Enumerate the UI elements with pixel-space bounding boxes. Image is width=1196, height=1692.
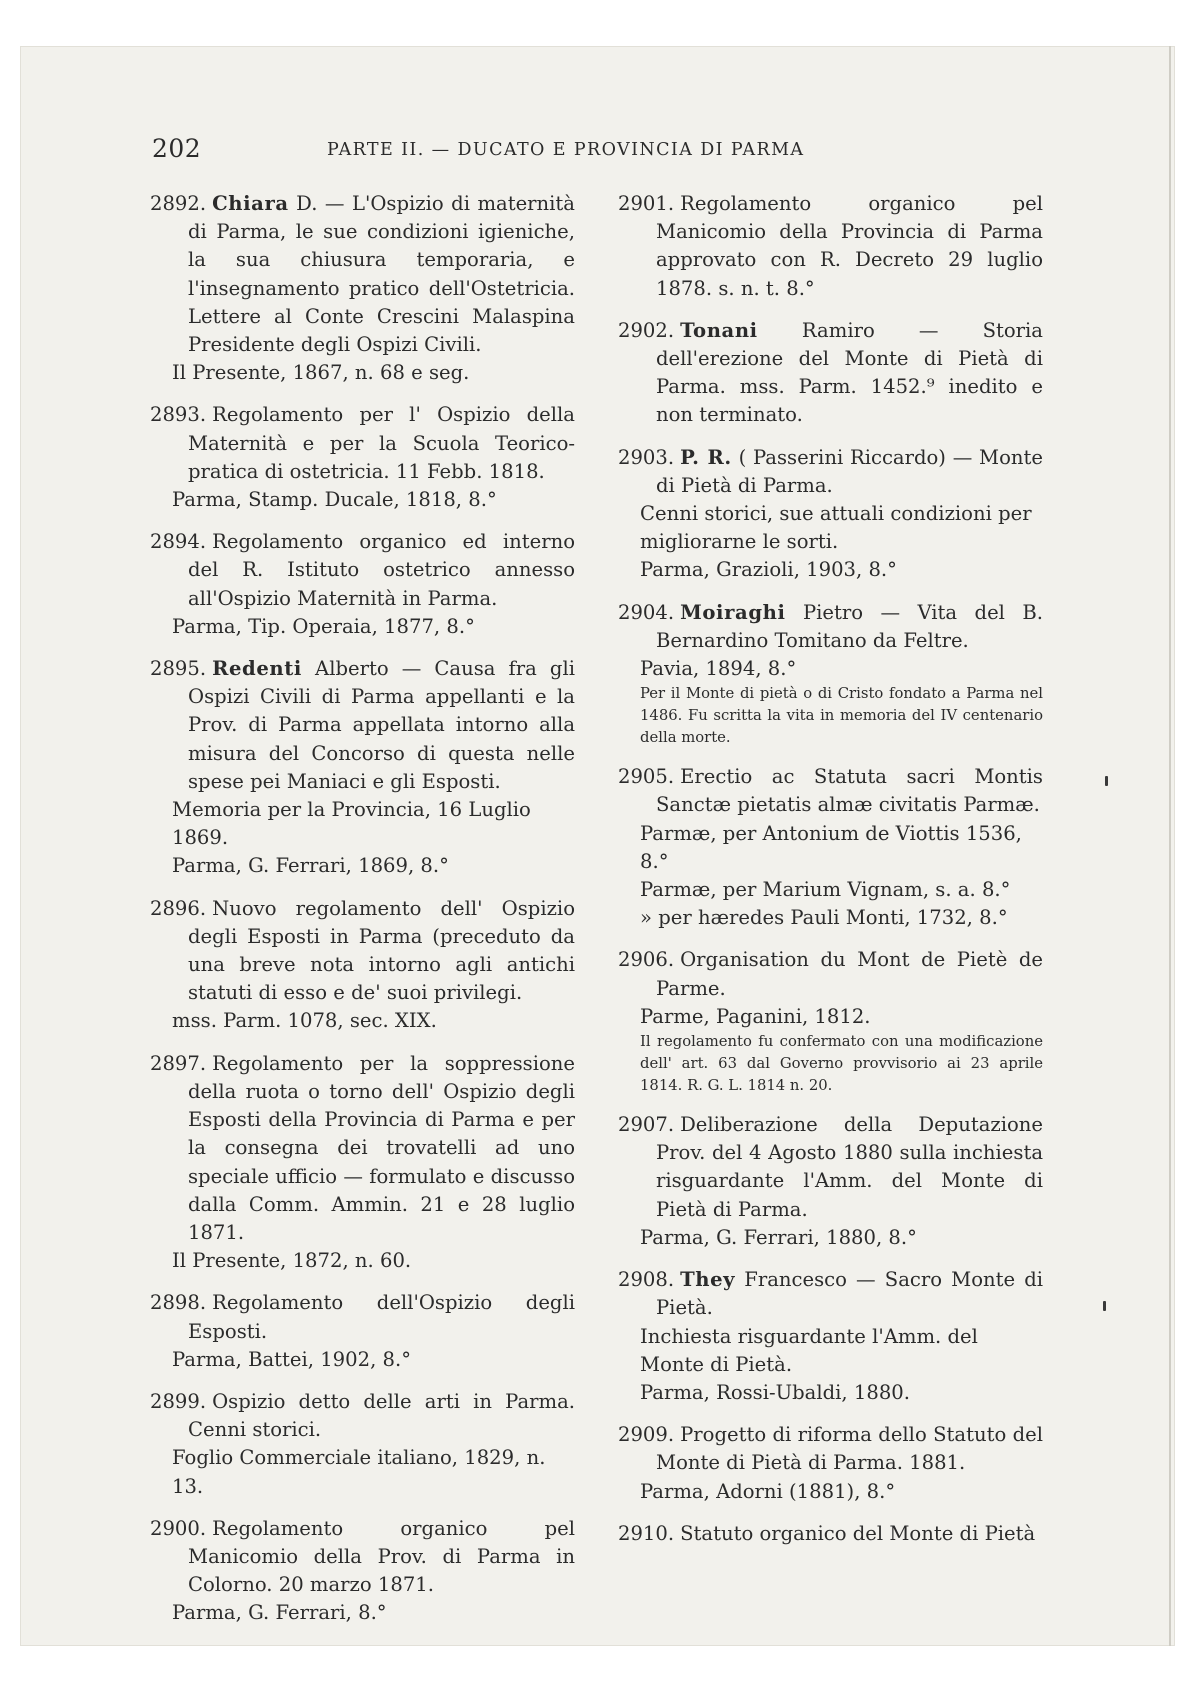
entry-author: Moiraghi [680,600,786,624]
entry-number: 2900. [150,1516,207,1540]
entry-heading [618,1421,1043,1477]
right-column [618,190,1043,1562]
page-number: 202 [152,134,202,163]
bibliography-entry [618,444,1043,585]
entry-author: Redenti [212,657,302,681]
bibliography-entry [150,655,575,881]
entry-heading [150,1289,575,1345]
entry-heading [150,895,575,1008]
entry-number: 2898. [150,1291,207,1315]
entry-heading [618,1520,1043,1548]
entry-title: Regolamento organico pel Manicomio della Provincia di Parma approvato con R. Decreto 29 luglio 1878. s. n. t. 8.° [656,192,1043,300]
entry-number: 2909. [618,1423,675,1447]
entry-number: 2897. [150,1051,207,1075]
entry-imprint: Parma, Battei, 1902, 8.° [172,1347,412,1371]
entry-heading [150,1050,575,1247]
entry-imprint: Parme, Paganini, 1812. [640,1004,871,1028]
entry-heading [618,444,1043,500]
entry-number: 2902. [618,318,675,342]
entry-title: D. — L'Ospizio di maternità di Parma, le sue condizioni igieniche, la sua chiusura temporaria, e l'insegnamento pratico dell'Ostetricia. Lettere al Conte Crescini Malaspina Presidente degli Ospizi Civili. [188,192,575,357]
entry-author: P. R. [680,445,732,469]
bibliography-entry [150,1388,575,1501]
entry-heading [150,1515,575,1600]
entry-heading [150,1388,575,1444]
entry-title: Regolamento dell'Ospizio degli Esposti. [188,1291,575,1343]
bibliography-entry [618,1421,1043,1506]
entry-title: Regolamento organico ed interno del R. Istituto ostetrico annesso all'Ospizio Maternità in Parma. [188,530,575,610]
scan-speck [1105,776,1108,786]
entry-title: Alberto — Causa fra gli Ospizi Civili di Parma appellanti e la Prov. di Parma appellata intorno alla misura del Concorso di questa nelle spese pei Maniaci e gli Esposti. [188,657,575,793]
bibliography-entry [618,317,1043,430]
entry-imprint: Parma, Tip. Operaia, 1877, 8.° [172,614,475,638]
entry-title: Progetto di riforma dello Statuto del Monte di Pietà di Parma. 1881. [656,1423,1043,1475]
scan-speck [1103,1301,1106,1311]
bibliography-entry [150,401,575,514]
entry-imprint: Parma, Adorni (1881), 8.° [640,1479,896,1503]
entry-imprint: Memoria per la Provincia, 16 Luglio 1869. [172,798,531,850]
entry-title: Nuovo regolamento dell' Ospizio degli Esposti in Parma (preceduto da una breve nota intorno agli antichi statuti di esso e de' suoi privilegi. [188,896,575,1005]
entry-imprint: Parma, G. Ferrari, 1869, 8.° [172,854,449,878]
entry-number: 2907. [618,1113,675,1137]
entry-number: 2910. [618,1521,675,1545]
entry-note: Il regolamento fu confermato con una modificazione dell' art. 63 dal Governo provvisorio ai 23 aprile 1814. R. G. L. 1814 n. 20. [640,1033,1043,1095]
entry-imprint: Parma, G. Ferrari, 1880, 8.° [640,1225,917,1249]
entry-heading [150,655,575,796]
entry-heading [618,946,1043,1002]
entry-heading [618,763,1043,819]
bibliography-entry [150,528,575,641]
entry-note: Per il Monte di pietà o di Cristo fondato a Parma nel 1486. Fu scritta la vita in memoria del IV centenario della morte. [640,685,1043,747]
entry-heading [150,528,575,613]
bibliography-entry [618,1266,1043,1407]
entry-number: 2893. [150,403,207,427]
running-title: PARTE II. — DUCATO E PROVINCIA DI PARMA [327,140,805,160]
entry-number: 2894. [150,530,207,554]
bibliography-entry [618,190,1043,303]
bibliography-entry [618,599,1043,750]
entry-title: ( Passerini Riccardo) — Monte di Pietà di Parma. [656,445,1043,497]
entry-number: 2908. [618,1268,675,1292]
entry-title: Regolamento per la soppressione della ruota o torno dell' Ospizio degli Esposti della Provincia di Parma e per la consegna dei trovatelli ad uno speciale ufficio — formulato e discusso dalla Comm. Ammin. 21 e 28 luglio 1871. [188,1051,575,1244]
entry-title: Statuto organico del Monte di Pietà [680,1521,1036,1545]
entry-heading [618,1111,1043,1224]
entry-heading [150,190,575,359]
entry-title: Regolamento organico pel Manicomio della Prov. di Parma in Colorno. 20 marzo 1871. [188,1516,575,1597]
entry-number: 2904. [618,600,675,624]
entry-author: Tonani [680,318,758,342]
entry-title: Organisation du Mont de Pietè de Parme. [656,948,1043,1000]
bibliography-entry [150,1515,575,1628]
entry-imprint: Foglio Commerciale italiano, 1829, n. 13. [172,1446,546,1498]
entry-title: Deliberazione della Deputazione Prov. del 4 Agosto 1880 sulla inchiesta risguardante l'Amm. del Monte di Pietà di Parma. [656,1113,1043,1221]
entry-number: 2905. [618,765,675,789]
left-column [150,190,575,1642]
entry-imprint: Il Presente, 1867, n. 68 e seg. [172,361,470,385]
bibliography-entry [618,763,1043,932]
page-edge-shadow [1169,46,1171,1646]
entry-title: Regolamento per l' Ospizio della Maternità e per la Scuola Teorico-pratica di ostetricia. 11 Febb. 1818. [188,403,575,483]
entry-number: 2903. [618,445,675,469]
bibliography-entry [618,946,1043,1097]
bibliography-entry [150,1289,575,1374]
entry-imprint: Parma, Grazioli, 1903, 8.° [640,558,897,582]
entry-author: They [680,1268,736,1292]
bibliography-entry [618,1111,1043,1252]
entry-number: 2901. [618,192,675,215]
page-header [152,134,1092,174]
entry-number: 2899. [150,1389,207,1413]
entry-number: 2896. [150,896,207,920]
entry-imprint: Parma, G. Ferrari, 8.° [172,1601,387,1625]
entry-heading [618,190,1043,303]
entry-number: 2892. [150,192,207,215]
entry-number: 2906. [618,948,675,972]
entry-title: Francesco — Sacro Monte di Pietà. [656,1268,1043,1320]
entry-imprint: Parmæ, per Antonium de Viottis 1536, 8.° [640,821,1022,873]
entry-heading [618,1266,1043,1322]
entry-imprint: mss. Parm. 1078, sec. XIX. [172,1009,437,1033]
entry-author: Chiara [212,192,289,215]
entry-imprint: Parma, Stamp. Ducale, 1818, 8.° [172,488,497,512]
entry-heading [618,599,1043,655]
entry-number: 2895. [150,657,207,681]
entry-imprint: Cenni storici, sue attuali condizioni per migliorarne le sorti. [640,502,1032,554]
entry-imprint: Inchiesta risguardante l'Amm. del Monte di Pietà. [640,1324,978,1376]
entry-title: Ospizio detto delle arti in Parma. Cenni storici. [188,1389,575,1442]
entry-title: Ramiro — Storia dell'erezione del Monte di Pietà di Parma. mss. Parm. 1452.⁹ inedito e non terminato. [656,318,1043,427]
bibliography-entry [150,190,575,387]
entry-imprint: Il Presente, 1872, n. 60. [172,1249,412,1273]
book-page [20,46,1175,1646]
entry-imprint: Parmæ, per Marium Vignam, s. a. 8.° [640,878,1011,902]
entry-imprint: » per hæredes Pauli Monti, 1732, 8.° [640,906,1008,930]
bibliography-entry [150,895,575,1036]
entry-heading [618,317,1043,430]
entry-title: Pietro — Vita del B. Bernardino Tomitano da Feltre. [656,600,1043,652]
bibliography-entry [150,1050,575,1276]
entry-heading [150,401,575,486]
entry-title: Erectio ac Statuta sacri Montis Sanctæ pietatis almæ civitatis Parmæ. [656,765,1043,817]
bibliography-entry [618,1520,1043,1548]
entry-imprint: Parma, Rossi-Ubaldi, 1880. [640,1380,910,1404]
entry-imprint: Pavia, 1894, 8.° [640,657,797,681]
